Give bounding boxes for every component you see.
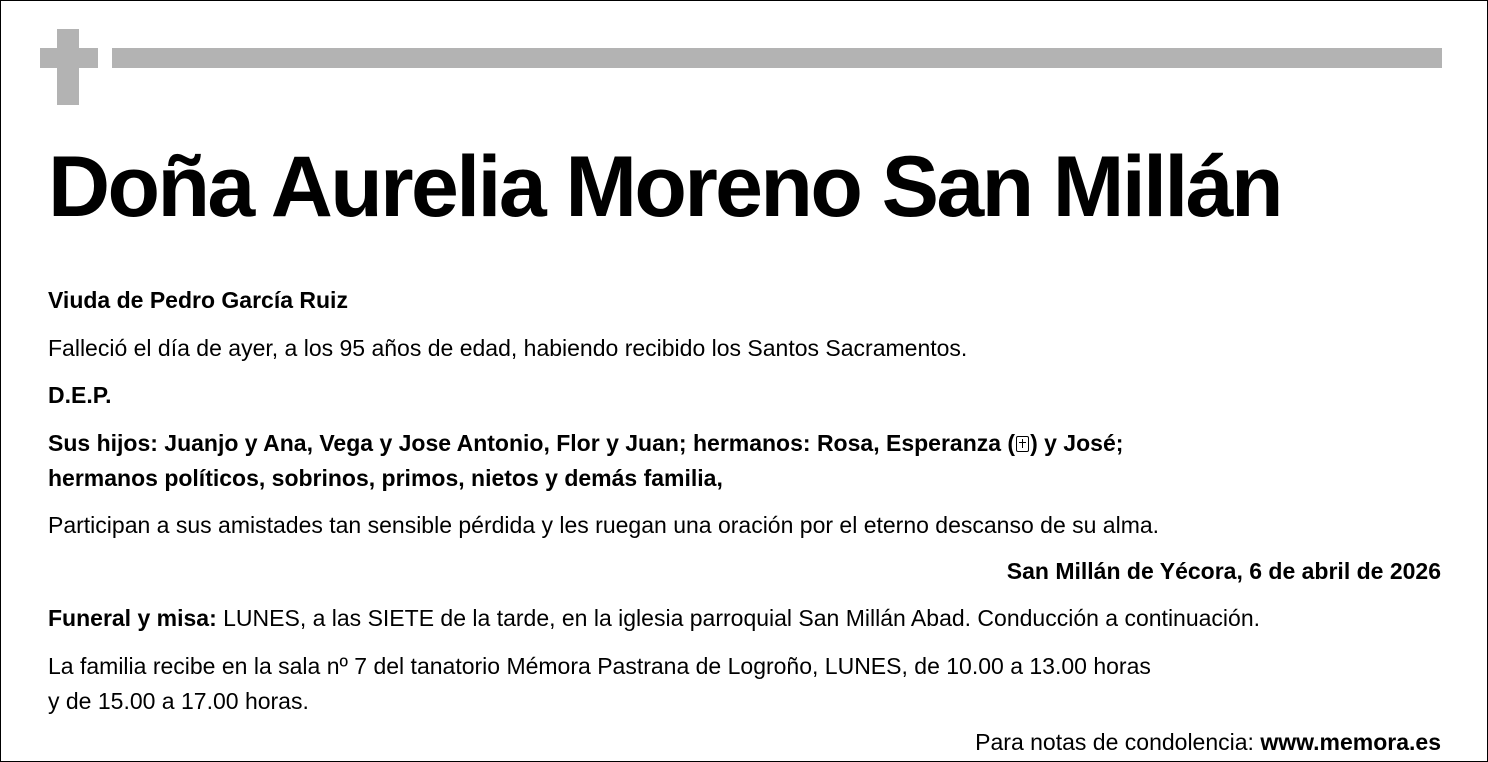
- family-line-1-end: ) y José;: [1030, 430, 1124, 456]
- funeral-label: Funeral y misa:: [48, 605, 217, 631]
- condolence-line: [975, 727, 1441, 757]
- family-line-1-start: Sus hijos: Juanjo y Ana, Vega y Jose Antonio, Flor y Juan; hermanos: Rosa, Esperanza (: [48, 430, 1016, 456]
- widow-of-line: Viuda de Pedro García Ruiz: [48, 287, 348, 313]
- family-line-2: hermanos políticos, sobrinos, primos, nietos y demás familia,: [48, 465, 723, 491]
- funeral-details: LUNES, a las SIETE de la tarde, en la iglesia parroquial San Millán Abad. Conducción a continuación.: [216, 605, 1261, 631]
- condolence-label: Para notas de condolencia:: [975, 729, 1261, 755]
- deceased-name-title: Doña Aurelia Moreno San Millán: [48, 139, 1281, 235]
- participation-text: Participan a sus amistades tan sensible pérdida y les ruegan una oración por el eterno descanso de su alma.: [48, 512, 1160, 538]
- place-and-date: San Millán de Yécora, 6 de abril de 2026: [1006, 558, 1441, 584]
- family-line-1: [48, 428, 1123, 458]
- death-announcement: Falleció el día de ayer, a los 95 años de edad, habiendo recibido los Santos Sacramentos.: [48, 335, 968, 361]
- cross-horizontal-bar: [40, 48, 98, 68]
- funeral-line: [48, 603, 1260, 633]
- small-cross-icon: [1016, 436, 1029, 452]
- header-rule: [112, 48, 1442, 68]
- reception-line-2: y de 15.00 a 17.00 horas.: [48, 688, 309, 714]
- rest-in-peace: D.E.P.: [48, 382, 112, 408]
- reception-line-1: La familia recibe en la sala nº 7 del tanatorio Mémora Pastrana de Logroño, LUNES, de 10.00 a 13.00 horas: [48, 653, 1151, 679]
- cross-icon: [40, 29, 98, 105]
- condolence-link[interactable]: www.memora.es: [1260, 729, 1441, 755]
